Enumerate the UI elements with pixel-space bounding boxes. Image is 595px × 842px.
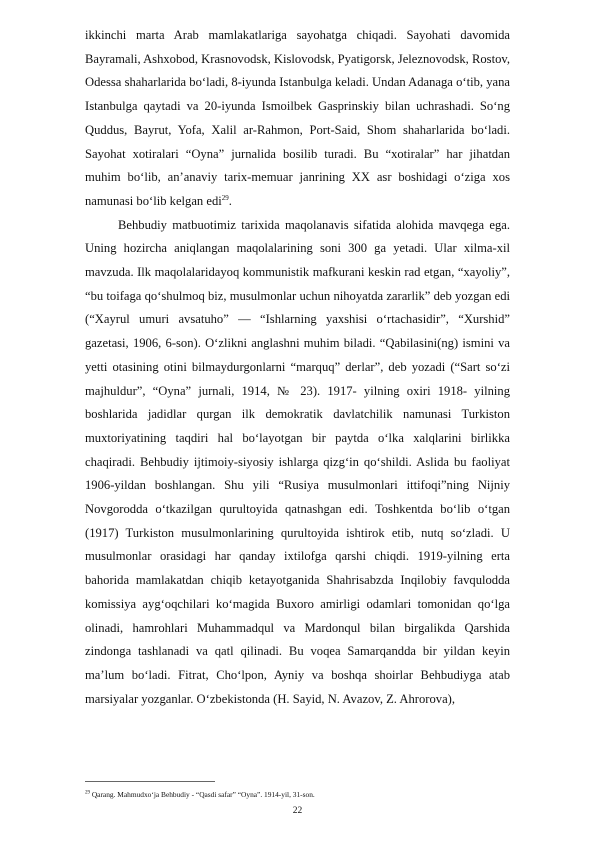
- page-number: 22: [292, 806, 303, 816]
- footnote-reference[interactable]: 29: [221, 193, 229, 202]
- paragraph-1: [85, 24, 510, 214]
- body-text: [85, 24, 510, 711]
- footnote: [85, 790, 510, 800]
- footnote-number: 29: [85, 790, 90, 796]
- paragraph-2-text: Behbudiy matbuotimiz tarixida maqolanavis sifatida alohida mavqega ega. Uning hozircha aniqlangan maqolalarining soni 300 ga yetadi. Ular xilma-xil mavzuda. Ilk maqolalaridayoq kommunistik mafkurani keskin rad etgan, “xayoliy”, “bu toifaga qo‘shulmoq biz, musulmonlar uchun nihoyatda zararlik” deb yozgan edi (“Xayrul umuri avsatuho” — “Ishlarning yaxshisi o‘rtachasidir”, “Xurshid” gazetasi, 1906, 6-son). O‘zlikni anglashni muhim biladi. “Qabilasini(ng) ismini va yetti otasining otini bilmaydurgonlarni “marquq” derlar”, deb yozadi (“Sart so‘zi majhuldur”, “Oyna” jurnali, 1914, № 23). 1917- yilning oxiri 1918- yilning boshlarida jadidlar qurgan ilk demokratik davlatchilik namunasi Turkiston muxtoriyatining taqdiri hal bo‘layotgan bir paytda o‘lka xalqlarini birlikka chaqiradi. Behbudiy ijtimoiy-siyosiy ishlarga qizg‘in qo‘shildi. Aslida bu faoliyat 1906-yildan boshlangan. Shu yili “Rusiya musulmonlari ittifoqi”ning Nijniy Novgorodda o‘tkazilgan qurultoyida qatnashgan edi. Toshkentda bo‘lib o‘tgan (1917) Turkiston musulmonlarining qurultoyida ishtirok etib, nutq so‘zladi. U musulmonlar orasidagi har qanday ixtilofga qarshi chiqdi. 1919-yilning erta bahorida mamlakatdan chiqib ketayotganida Shahrisabzda Inqilobiy favqulodda komissiya ayg‘oqchilari ko‘magida Buxoro amirligi odamlari tomonidan qo‘lga olinadi, hamrohlari Muhammadqul va Mardonqul bilan birgalikda Qarshida zindonga tashlanadi va qatl qilinadi. Bu voqea Samarqandda bir yildan keyin ma’lum bo‘ladi. Fitrat, Cho‘lpon, Ayniy va boshqa shoirlar Behbudiyga atab marsiyalar yozganlar. O‘zbekistonda (H. Sayid, N. Avazov, Z. Ahrorova),: [85, 217, 510, 706]
- footnote-text: Qarang. Mahmudxo‘ja Behbudiy - “Qasdi safar” “Oyna”. 1914-yil, 31-son.: [90, 790, 315, 799]
- paragraph-1-text: ikkinchi marta Arab mamlakatlariga sayohatga chiqadi. Sayohati davomida Bayramali, Ashxobod, Krasnovodsk, Kislovodsk, Pyatigorsk, Jeleznovodsk, Rostov, Odessa shaharlarida bo‘ladi, 8-iyunda Istanbulga keladi. Undan Adanaga o‘tib, yana Istanbulga qaytadi va 20-iyunda Ismoilbek Gasprinskiy bilan uchrashadi. So‘ng Quddus, Bayrut, Yofa, Xalil ar-Rahmon, Port-Said, Shom shaharlarida bo‘ladi. Sayohat xotiralari “Oyna” jurnalida bosilib turadi. Bu “xotiralar” har jihatdan muhim bo‘lib, an’anaviy tarix-memuar janrining XX asr boshidagi o‘ziga xos namunasi bo‘lib kelgan edi: [85, 28, 510, 208]
- footnote-separator: [85, 781, 215, 782]
- paragraph-1-tail: .: [228, 193, 232, 208]
- paragraph-2: [85, 214, 510, 712]
